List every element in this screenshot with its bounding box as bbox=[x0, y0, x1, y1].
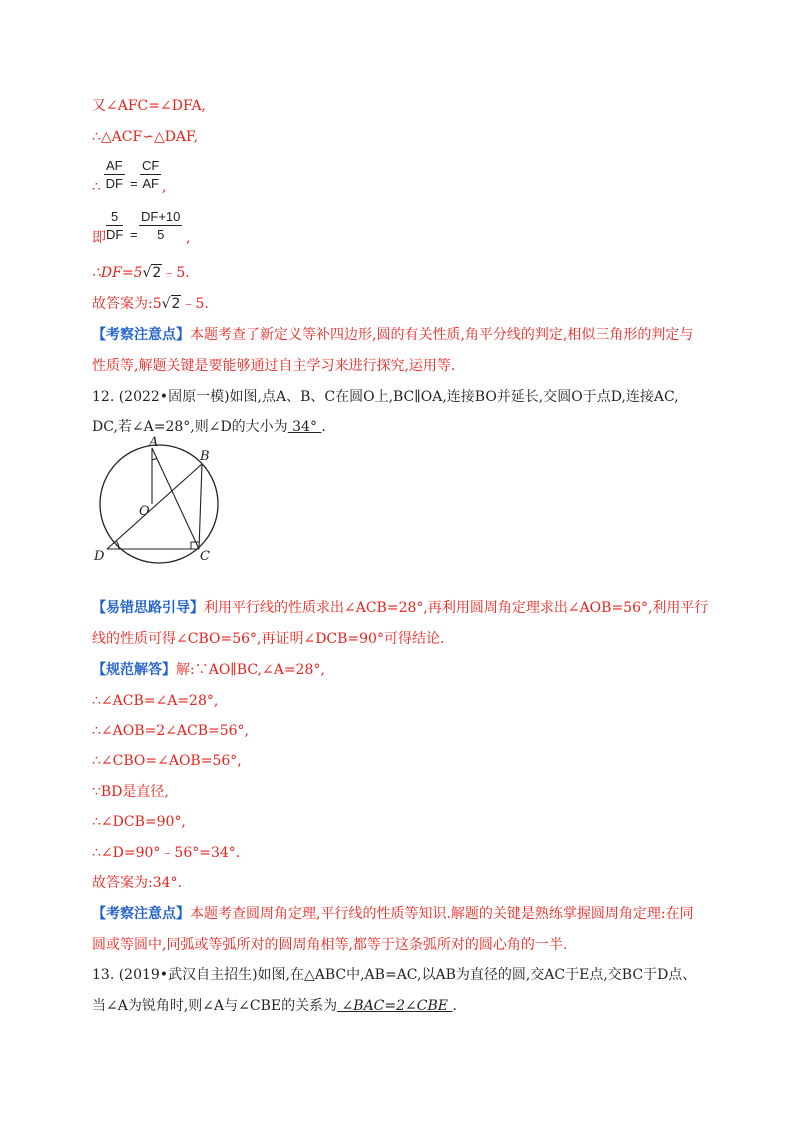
q13-line-1: 13. (2019•武汉自主招生)如图,在△ABC中,AB=AC,以AB为直径的圆,交AC于E点,交BC于D点、 bbox=[92, 967, 697, 983]
circle-figure bbox=[88, 436, 228, 566]
note12-line-1 bbox=[92, 905, 694, 923]
fraction-denominator: AF bbox=[142, 176, 159, 191]
fraction-numerator: CF bbox=[142, 158, 160, 173]
solution-tag: 【规范解答】 bbox=[92, 662, 176, 678]
sol11-line-5-suffix: ﹣5. bbox=[162, 265, 190, 281]
angle-a-mark bbox=[152, 458, 157, 460]
q12-line-2-suffix: . bbox=[321, 419, 326, 435]
sol12-line-1 bbox=[92, 661, 325, 679]
fraction-denominator: DF bbox=[105, 176, 123, 191]
fraction-numerator: DF+10 bbox=[141, 209, 181, 224]
sqrt-symbol: √2 bbox=[161, 296, 181, 312]
hint12-line-2: 线的性质可得∠CBO=56°,再证明∠DCB=90°可得结论. bbox=[92, 631, 445, 647]
sol12-text-1: 解:∵AO∥BC,∠A=28°, bbox=[176, 662, 325, 678]
segment-bd bbox=[107, 464, 202, 549]
note11-text-1: 本题考查了新定义等补四边形,圆的有关性质,角平分线的判定,相似三角形的判定与 bbox=[190, 327, 694, 343]
q12-answer: 34° bbox=[287, 419, 322, 435]
segment-bc bbox=[199, 464, 202, 549]
sol12-line-4: ∴∠CBO=∠AOB=56°, bbox=[92, 753, 242, 769]
hint12-text-1: 利用平行线的性质求出∠ACB=28°,再利用圆周角定理求出∠AOB=56°,利用平行 bbox=[204, 600, 709, 616]
label-d: D bbox=[94, 549, 105, 564]
sol11-line-6 bbox=[92, 295, 209, 313]
q12-line-2-prefix: DC,若∠A=28°,则∠D的大小为 bbox=[92, 419, 288, 435]
sqrt-radicand: 2 bbox=[171, 296, 181, 312]
fraction-5-df bbox=[106, 209, 123, 242]
q12-line-2 bbox=[92, 418, 326, 436]
hint-tag: 【易错思路引导】 bbox=[92, 600, 204, 616]
sqrt-radicand: 2 bbox=[152, 265, 162, 281]
label-o: O bbox=[139, 504, 150, 519]
sol11-line-2: ∴△ACF∽△DAF, bbox=[92, 129, 199, 145]
sol11-line-1: 又∠AFC=∠DFA, bbox=[92, 98, 207, 114]
fraction-denominator: 5 bbox=[157, 227, 165, 242]
equals-sign: = bbox=[130, 176, 138, 191]
sol11-line-3-prefix: ∴ bbox=[92, 179, 101, 195]
sol11-line-3-suffix: , bbox=[162, 179, 167, 195]
note11-line-1 bbox=[92, 326, 693, 344]
hint12-line-1 bbox=[92, 599, 708, 617]
q13-line-2-prefix: 当∠A为锐角时,则∠A与∠CBE的关系为 bbox=[92, 998, 338, 1014]
q13-line-2-suffix: . bbox=[452, 998, 457, 1014]
q13-answer: ∠BAC=2∠CBE bbox=[337, 998, 453, 1014]
sol12-line-7: ∴∠D=90°﹣56°=34°. bbox=[92, 845, 241, 861]
fraction-cf-af bbox=[140, 158, 161, 191]
note12-line-2: 圆或等圆中,同弧或等弧所对的圆周角相等,都等于这条弧所对的圆心角的一半. bbox=[92, 937, 568, 953]
sol11-line-5 bbox=[92, 264, 190, 282]
note-tag: 【考察注意点】 bbox=[92, 906, 190, 922]
sqrt-symbol: √2 bbox=[142, 265, 162, 281]
note11-line-2: 性质等,解题关键是要能够通过自主学习来进行探究,运用等. bbox=[92, 358, 456, 374]
sol12-line-3: ∴∠AOB=2∠ACB=56°, bbox=[92, 723, 249, 739]
sol12-line-5: ∵BD是直径, bbox=[92, 784, 169, 800]
label-c: C bbox=[200, 549, 210, 564]
q13-line-2 bbox=[92, 997, 457, 1015]
fraction-numerator: AF bbox=[106, 158, 123, 173]
segment-ac bbox=[152, 448, 199, 549]
sol12-line-8: 故答案为:34°. bbox=[92, 875, 182, 891]
fraction-af-df bbox=[104, 158, 125, 191]
sol11-line-4-suffix: , bbox=[186, 230, 191, 246]
fraction-numerator: 5 bbox=[106, 209, 123, 226]
fraction-denominator: DF bbox=[106, 227, 124, 242]
sol11-line-5-prefix: ∴DF=5 bbox=[92, 265, 143, 281]
q12-line-1: 12. (2022•固原一模)如图,点A、B、C在圆O上,BC∥OA,连接BO并延长,交圆O于点D,连接AC, bbox=[92, 389, 679, 405]
label-b: B bbox=[200, 449, 210, 464]
equals-sign: = bbox=[130, 227, 138, 242]
sol12-line-6: ∴∠DCB=90°, bbox=[92, 814, 186, 830]
note12-text-1: 本题考查圆周角定理,平行线的性质等知识.解题的关键是熟练掌握圆周角定理:在同 bbox=[190, 906, 694, 922]
sol11-line-6-suffix: ﹣5. bbox=[181, 296, 209, 312]
note-tag: 【考察注意点】 bbox=[92, 327, 190, 343]
fraction-df10-5 bbox=[139, 209, 182, 242]
sol12-line-2: ∴∠ACB=∠A=28°, bbox=[92, 693, 219, 709]
label-a: A bbox=[149, 436, 159, 450]
sol11-line-4-prefix: 即 bbox=[92, 230, 106, 246]
sol11-line-6-prefix: 故答案为:5 bbox=[92, 296, 162, 312]
